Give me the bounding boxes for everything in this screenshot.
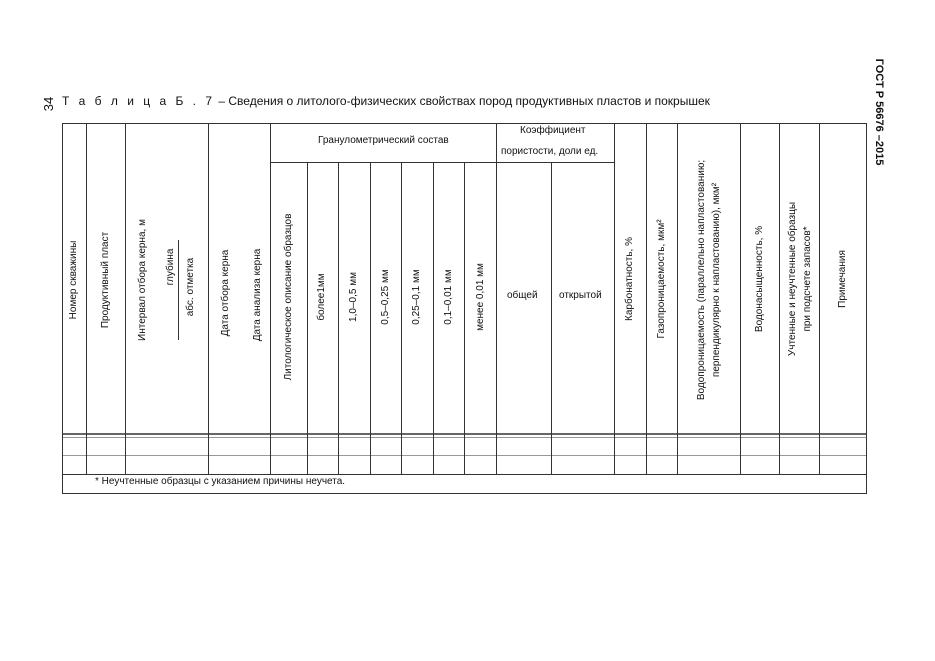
col-line-2 xyxy=(125,123,126,474)
col-header-gas-perm: Газопроницаемость, мкм² xyxy=(656,219,667,339)
col-line-4 xyxy=(270,123,271,474)
col-line-8 xyxy=(401,162,402,474)
col-header-porosity-total: общей xyxy=(507,290,538,301)
col-line-11 xyxy=(496,123,497,474)
col-header-carbonate: Карбонатность, % xyxy=(624,236,635,322)
page-number: 34 xyxy=(41,96,56,112)
col-line-14 xyxy=(646,123,647,474)
col-header-interval: Интервал отбора керна, м xyxy=(137,219,148,341)
col-header-gran-3: 0,5–0,25 мм xyxy=(380,269,391,325)
col-line-18 xyxy=(819,123,820,474)
col-header-productive-layer: Продуктивный пласт xyxy=(100,231,111,329)
col-header-samples xyxy=(785,202,815,356)
col-header-porosity-line2: пористости, доли ед. xyxy=(501,146,599,157)
col-header-porosity-line1: Коэффициент xyxy=(520,125,586,136)
row-line-3 xyxy=(62,474,867,475)
water-perm-line2: перпендикулярно к напластованию), мкм² xyxy=(711,182,722,378)
col-header-depth: глубина xyxy=(165,248,176,286)
water-perm-line1: Водопроницаемость (параллельно напластованию; xyxy=(696,159,707,401)
col-header-notes: Примечания xyxy=(837,250,848,308)
header-split-line xyxy=(270,162,615,163)
col-header-water-saturation: Водонасыщенность, % xyxy=(754,225,765,333)
col-header-well-number: Номер скважины xyxy=(68,240,79,320)
col-line-9 xyxy=(433,162,434,474)
col-header-gran-1: более1мм xyxy=(316,273,327,321)
table-title-text: – Сведения о литолого-физических свойствах пород продуктивных пластов и покрышек xyxy=(215,94,710,108)
table-right-border xyxy=(866,123,867,493)
col-line-5 xyxy=(307,162,308,474)
col-line-0 xyxy=(62,123,63,493)
col-line-1 xyxy=(86,123,87,474)
standard-code: ГОСТ Р 56676 –2015 xyxy=(873,58,885,166)
col-header-abs-mark: абс. отметка xyxy=(185,257,196,317)
col-header-granulometric: Гранулометрический состав xyxy=(318,135,449,146)
samples-line2: при подсчете запасов* xyxy=(802,226,813,332)
table-label: Т а б л и ц а Б . 7 xyxy=(62,94,216,108)
col-line-17 xyxy=(779,123,780,474)
col-header-gran-6: менее 0,01 мм xyxy=(475,263,486,331)
table-footnote: * Неучтенные образцы с указанием причины неучета. xyxy=(95,476,346,487)
col-header-litho-description: Литологическое описание образцов xyxy=(283,213,294,381)
col-line-13 xyxy=(614,123,615,474)
col-line-16 xyxy=(740,123,741,474)
interval-sub-divider xyxy=(178,240,179,340)
col-header-gran-5: 0,1–0,01 мм xyxy=(443,269,454,325)
col-line-6 xyxy=(338,162,339,474)
col-header-gran-2: 1,0–0,5 мм xyxy=(348,272,359,322)
col-header-water-perm xyxy=(694,160,724,400)
col-line-15 xyxy=(677,123,678,474)
col-line-3 xyxy=(208,123,209,474)
col-header-analysis-date: Дата анализа керна xyxy=(252,248,263,342)
col-header-sampling-date: Дата отбора керна xyxy=(220,249,231,337)
table-bottom-border xyxy=(62,493,867,494)
col-header-porosity-open: открытой xyxy=(559,290,602,301)
table-title xyxy=(62,94,710,108)
col-line-7 xyxy=(370,162,371,474)
col-header-gran-4: 0,25–0,1 мм xyxy=(411,269,422,325)
table-top-border xyxy=(62,123,867,124)
col-line-12 xyxy=(551,162,552,474)
col-line-10 xyxy=(464,162,465,474)
samples-line1: Учтенные и неучтенные образцы xyxy=(787,201,798,357)
